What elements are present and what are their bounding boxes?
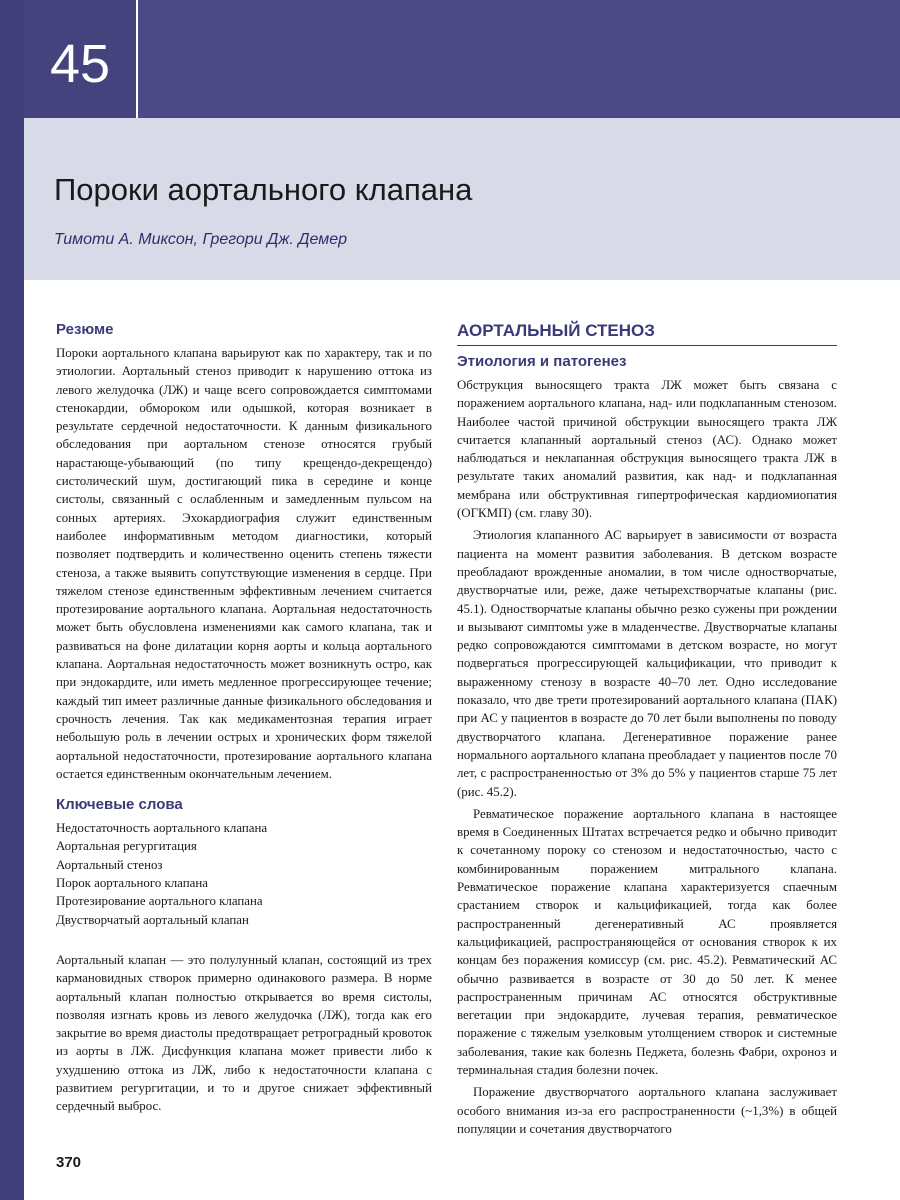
keyword-item: Аортальный стеноз [56, 857, 163, 872]
right-column [457, 320, 837, 1138]
body-paragraph: Ревматическое поражение аортального клапана в настоящее время в Соединенных Штатах встречается редко и обычно приводит к сочетанному пороку со стенозом и недостаточностью, часто с комбинированным поражением митрального клапана. Ревматическое поражение клапана характеризуется спаечным срастанием створок и кальцификацией, тогда как более распространенный дегенеративный АС проявляется кальцификацией, распространяющейся от основания створок к их концам без поражения комиссур (см. рис. 45.2). Ревматический АС обычно развивается в возрасте от 30 до 50 лет. К менее распространенным причинам АС относятся обструктивные вегетации при эндокардите, лучевая терапия, ревматическое поражение с тяжелым узелковым утолщением створок и системные заболевания, такие как болезнь Педжета, болезнь Фабри, охроноз и терминальная стадия болезни почек. [457, 806, 837, 1077]
body-paragraph: Этиология клапанного АС варьирует в зависимости от возраста пациента на момент развития заболевания. В детском возрасте преобладают врожденные аномалии, в том числе одностворчатые, двустворчатые или, реже, даже четырехстворчатые клапаны (рис. 45.1). Одностворчатые клапаны обычно резко сужены при рождении и вызывают симптомы уже в младенчестве. Двустворчатые клапаны редко сопровождаются симптомами в детском возрасте, но могут подвергаться прогрессирующей кальцификации, что приводит к выраженному стенозу в возрасте 40–70 лет. Одно исследование показало, что две трети протезирований аортального клапана (ПАК) при АС у пациентов в возрасте до 70 лет были выполнены по поводу двустворчатого клапана. Дегенеративное поражение ранее нормального аортального клапана преобладает у пациентов после 70 лет, с распространенностью от 3% до 5% у пациентов старше 75 лет (рис. 45.2). [457, 528, 837, 799]
chapter-number: 45 [49, 34, 111, 94]
keywords-heading: Ключевые слова [56, 796, 183, 814]
summary-heading: Резюме [56, 321, 114, 338]
section-heading: АОРТАЛЬНЫЙ СТЕНОЗ [457, 320, 837, 346]
keyword-item: Недостаточность аортального клапана [56, 821, 268, 836]
left-column [56, 320, 432, 1116]
summary-text: Пороки аортального клапана варьируют как по характеру, так и по этиологии. Аортальный стеноз приводит к нарушению оттока из левого желудочка (ЛЖ) и чаще всего сопровождается симптомами стенокардии, обмороком или одышкой, которая возникает в результате сердечной недостаточности. К данным физикального обследования при аортальном стенозе относятся грубый нарастающе-убывающий (по типу крещендо-декрещендо) систолический шум, достигающий пика в середине и конце систолы, связанный с ослабленным и замедленным пульсом на сонных артериях. Эхокардиография служит единственным наиболее информативным методом диагностики, который позволяет подтвердить и количественно оценить степень тяжести стеноза, а также выявить сопутствующие изменения в сердце. При тяжелом стенозе единственным эффективным лечением считается протезирование аортального клапана. Аортальная недостаточность может быть обусловлена изменениями как самого клапана, так и развиваться на фоне дилатации корня аорты и кольца аортального клапана. Аортальная недостаточность может возникнуть остро, как при эндокардите, или иметь медленное прогрессирующее течение; каждый тип имеет различные данные физикального обследования и срочность лечения. Так как медикаментозная терапия играет небольшую роль в лечении острых и хронических форм тяжелой аортальной недостаточности, протезирование аортального клапана остается единственным окончательным лечением. [56, 346, 432, 781]
body-paragraph: Обструкция выносящего тракта ЛЖ может быть связана с поражением аортального клапана, над- или подклапанным стенозом. Наиболее частой причиной обструкции выносящего тракта ЛЖ считается клапанный аортальный стеноз (АС). Однако может наблюдаться и неклапанная обструкция выносящего тракта ЛЖ в результате таких аномалий развития, как над- и подклапанная мембрана или обструктивная гипертрофическая кардиомиопатия (ОГКМП) (см. главу 30). [457, 378, 837, 521]
keyword-item: Протезирование аортального клапана [56, 894, 263, 909]
keyword-item: Аортальная регургитация [56, 839, 197, 854]
body-paragraph: Поражение двустворчатого аортального клапана заслуживает особого внимания из-за его распространенности (~1,3%) в общей популяции и сочетания двустворчатого [457, 1085, 837, 1136]
intro-paragraph: Аортальный клапан — это полулунный клапан, состоящий из трех кармановидных створок примерно одинакового размера. В норме аортальный клапан полностью открывается во время систолы, позволяя изгнать кровь из левого желудочка (ЛЖ), тогда как его закрытие во время диастолы предотвращает ретроградный кровоток из аорты в ЛЖ. Дисфункция клапана может привести либо к ухудшению оттока из ЛЖ, либо к недостаточности клапана с развитием регургитации, и то и другое снижает эффективный сердечный выброс. [56, 952, 432, 1114]
chapter-number-box [24, 0, 138, 118]
keyword-item: Двустворчатый аортальный клапан [56, 912, 249, 927]
keywords-list [56, 819, 432, 929]
keyword-item: Порок аортального клапана [56, 876, 208, 891]
chapter-header-band [24, 0, 900, 118]
left-color-bar [0, 0, 24, 1200]
chapter-title: Пороки аортального клапана [54, 172, 473, 207]
subsection-heading: Этиология и патогенез [457, 353, 627, 370]
page-number: 370 [56, 1154, 82, 1171]
chapter-authors: Тимоти А. Миксон, Грегори Дж. Демер [54, 231, 347, 248]
